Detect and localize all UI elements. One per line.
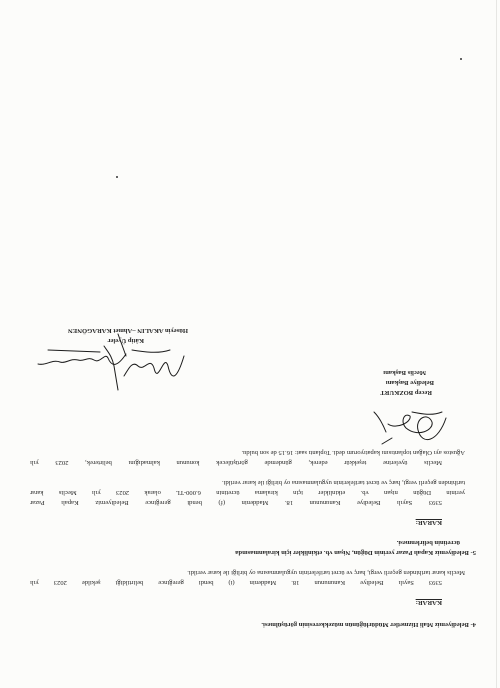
mayor-name: Recep BOZKURT <box>380 389 432 396</box>
clerks-names: Hüseyin AKALIN –Ahmet KARAGÖNEN <box>68 327 188 334</box>
clerks-title: Kâtip Üyeler <box>107 337 144 344</box>
scan-speck <box>116 176 118 178</box>
section-5-heading-line-1: 5- Belediyemiz Kapalı Pazar yerinin Düğün, Nişan vb. etkinlikler için kiralanmasında <box>235 549 476 556</box>
section-5-heading-line-2: ücretinin belirlenmesi. <box>396 539 460 546</box>
mayor-title-1: Belediye Başkanı <box>385 379 434 386</box>
scan-speck <box>460 58 462 60</box>
section-4-heading: 4- Belediyemiz Mali Hizmetler Müdürlüğünün müzekkeresinin görüşülmesi. <box>261 621 476 628</box>
closing-line-1: Meclis üyelerine teşekkür ederek, gündemde görüşülecek konunun kalmadığını belirterek, 2023 yılı <box>30 459 442 466</box>
clerk-signature-2 <box>30 346 130 372</box>
section-4-karar-label: KARAR: <box>415 599 442 606</box>
mayor-title-2: Meclis Başkanı <box>383 369 426 376</box>
mayor-signature <box>370 404 452 452</box>
section-4-text-line-2: Meclis karar tarihinden geçerli vergi, harç ve ücret tarifelerinin uygulanmasına oy birliği ile karar verildi. <box>187 569 465 576</box>
section-5-text-line-3: tarihinden geçerli vergi, harç ve ücret tarifelerinin uygulanmasına oy birliği ile karar verildi. <box>221 479 465 486</box>
section-5-text-line-1: 5393 Sayılı Belediye Kanununun 18. Maddenin (f) bendi gereğince Belediyemiz Kapalı Pazar <box>30 499 442 506</box>
section-4-text-line-1: 5393 Sayılı Belediye Kanununun 18. Maddenin (i) bendi gereğince belirtildiği şekilde 2023 yılı <box>30 579 442 586</box>
section-5-karar-label: KARAR: <box>415 519 442 526</box>
section-5-text-line-2: yerinin Düğün nişan vb. etkinlikler için kiralama ücretinin 6.000-TL olarak 2023 yılı Meclis karar <box>30 489 465 496</box>
closing-line-2: Ağustos ayı Olağan toplantısını kapatıyorum dedi. Toplantı saat: 16.15 de son buldu. <box>241 449 465 456</box>
